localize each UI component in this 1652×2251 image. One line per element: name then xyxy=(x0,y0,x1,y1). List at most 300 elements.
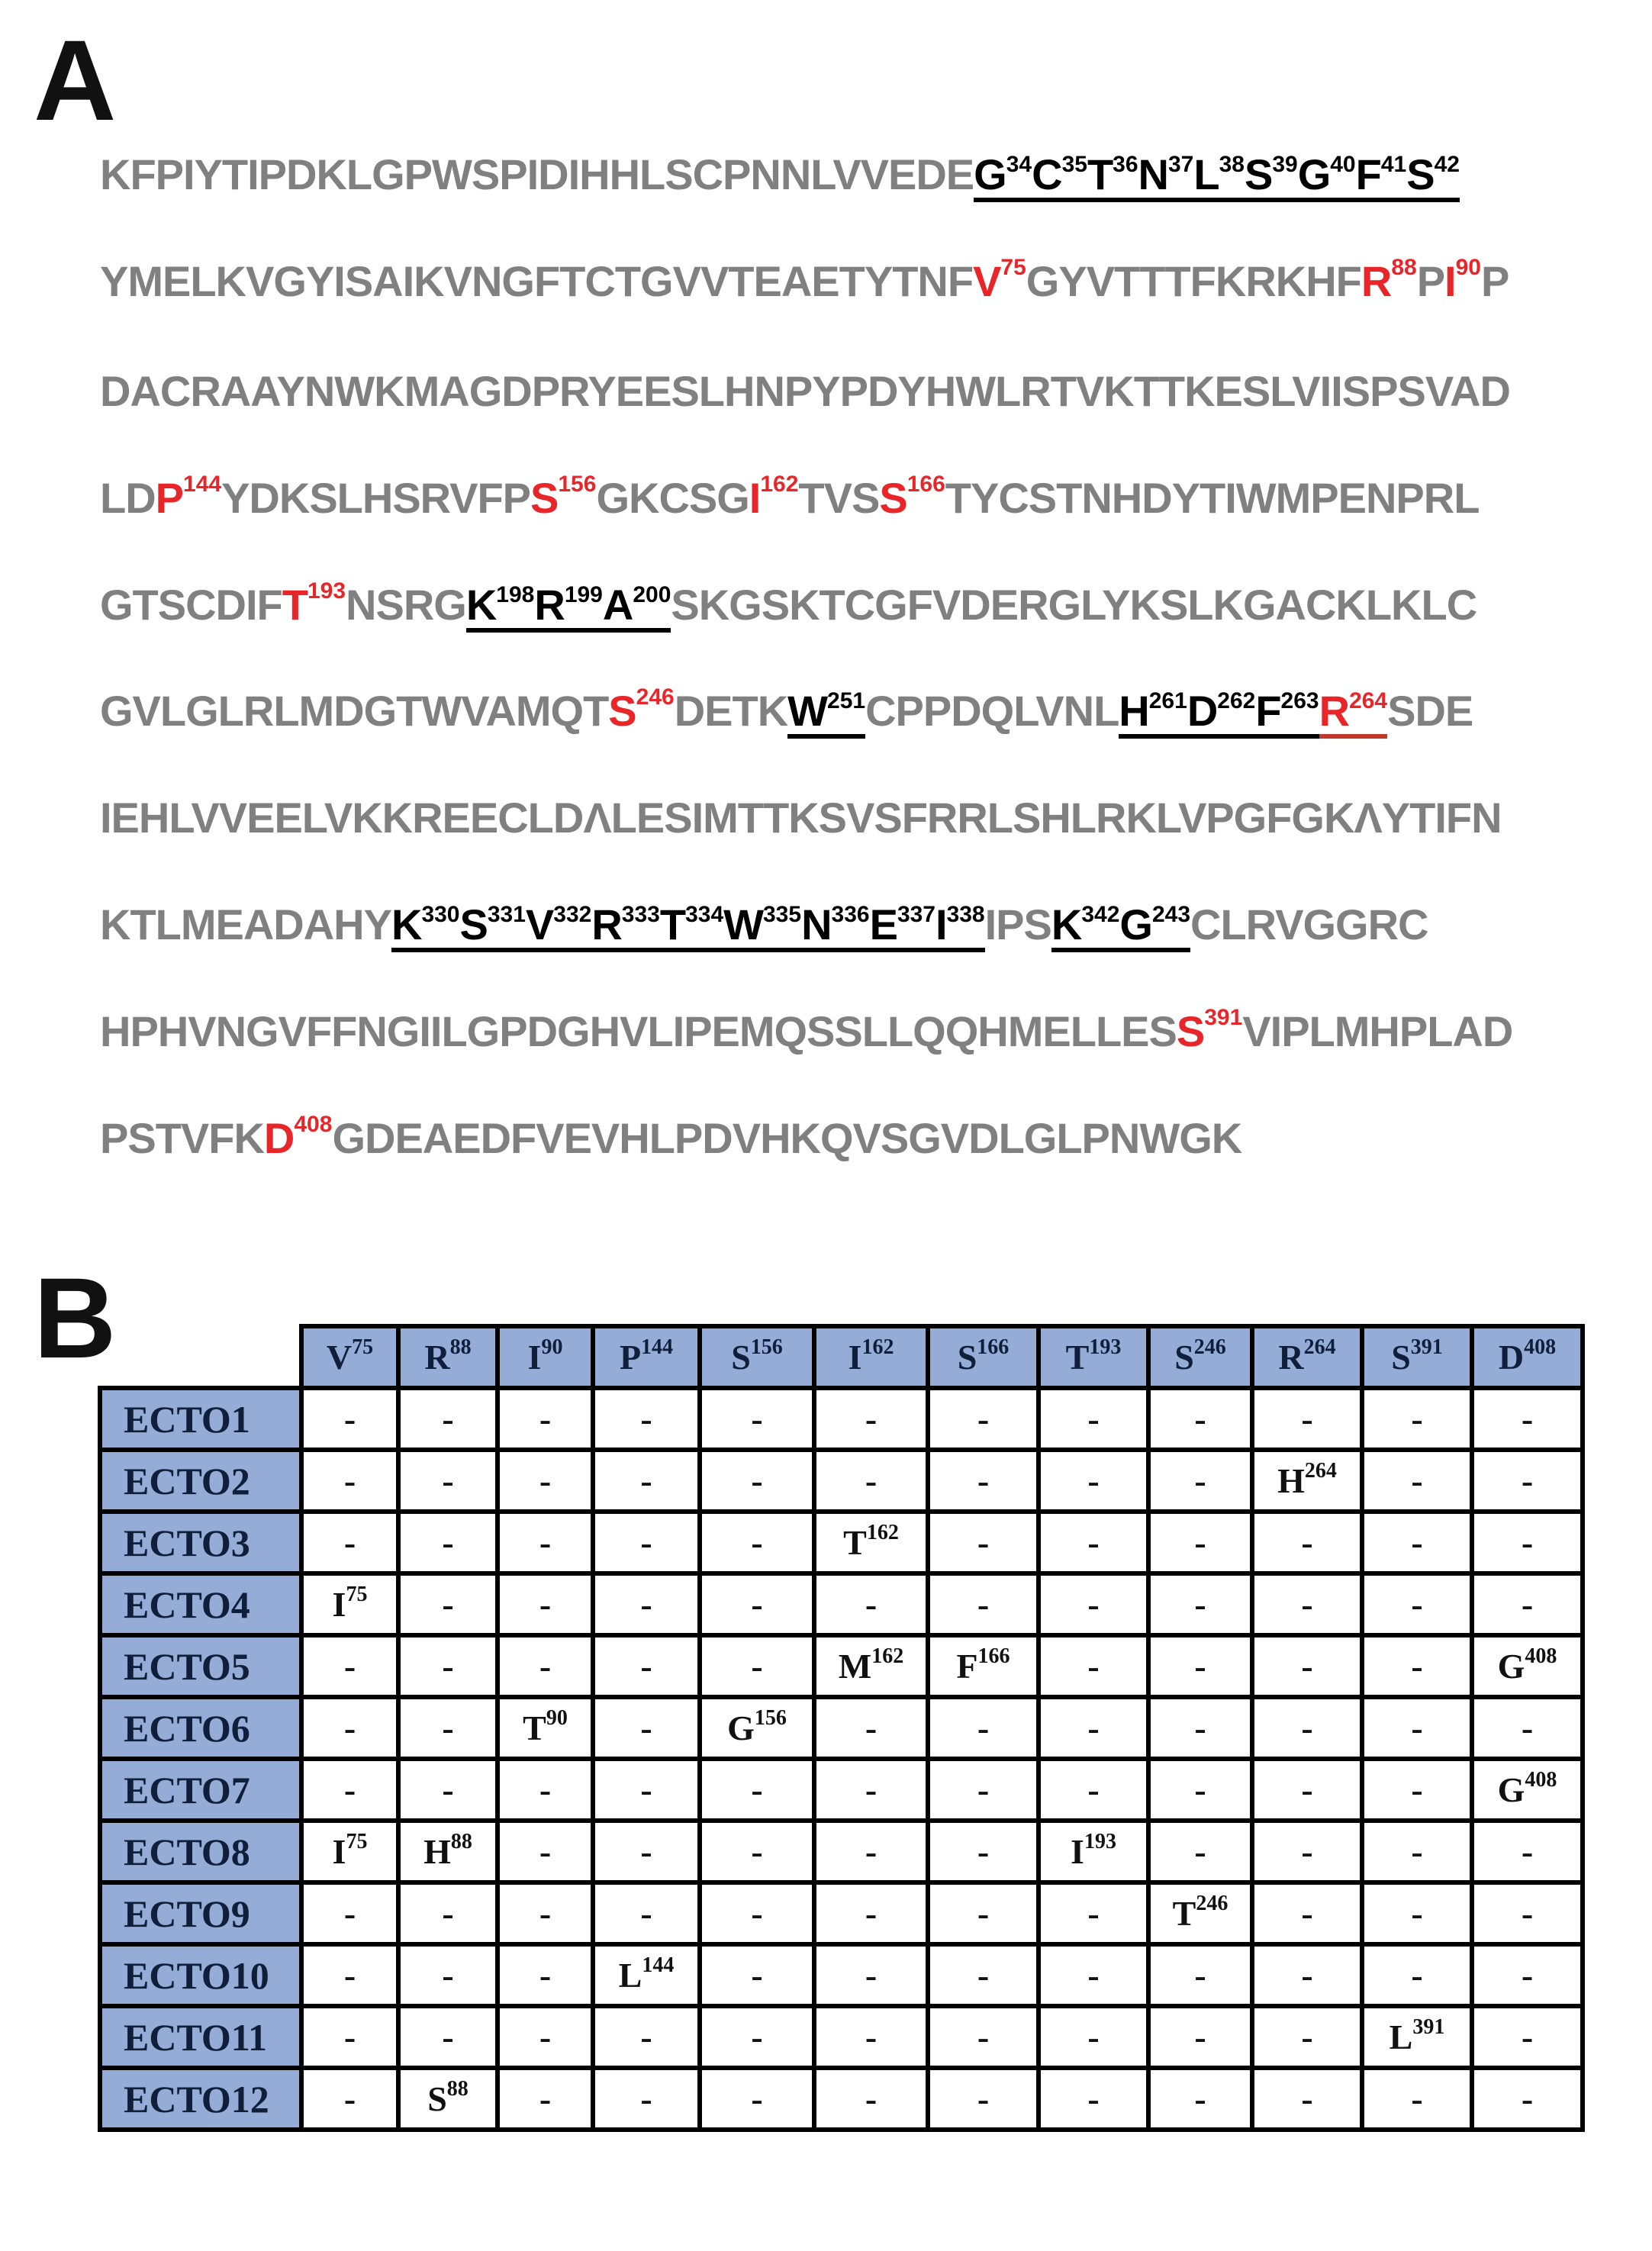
residue-letters: A xyxy=(602,581,633,629)
column-header xyxy=(1362,1326,1472,1388)
residue-position: 75 xyxy=(352,1335,374,1359)
empty-cell: - xyxy=(814,1882,928,1944)
residue-position: 144 xyxy=(183,472,222,497)
sequence-segment xyxy=(1190,898,1428,952)
amino-acid: M xyxy=(838,1647,872,1686)
table-row xyxy=(100,1388,1583,1450)
empty-cell: - xyxy=(1148,1573,1252,1635)
residue-letters: D xyxy=(263,1114,295,1162)
mutation-residue xyxy=(1361,255,1417,308)
residue-position: 391 xyxy=(1412,2015,1445,2039)
mutation-cell xyxy=(498,1697,593,1759)
empty-cell: - xyxy=(1362,1882,1472,1944)
empty-cell: - xyxy=(1252,1944,1362,2006)
binding-residue xyxy=(801,902,870,952)
residue-position: 243 xyxy=(1151,902,1191,927)
mutation-residue xyxy=(1444,255,1481,308)
empty-cell: - xyxy=(700,1388,814,1450)
sequence-line xyxy=(100,365,1510,418)
residue-letters: V xyxy=(973,257,1001,305)
row-header: ECTO5 xyxy=(100,1635,301,1697)
residue-letters: F xyxy=(1255,687,1281,735)
empty-cell: - xyxy=(301,1697,398,1759)
sequence-segment xyxy=(100,472,156,525)
empty-cell: - xyxy=(593,1450,700,1512)
mutation-cell xyxy=(1252,1450,1362,1512)
empty-cell: - xyxy=(700,1512,814,1573)
binding-residue xyxy=(466,582,535,633)
empty-cell: - xyxy=(301,1759,398,1821)
mutation-cell xyxy=(700,1697,814,1759)
residue-position: 337 xyxy=(897,902,935,927)
table-row xyxy=(100,2068,1583,2130)
empty-cell: - xyxy=(700,1635,814,1697)
row-header: ECTO12 xyxy=(100,2068,301,2130)
sequence-segment xyxy=(100,791,1502,845)
residue-letters: T xyxy=(1087,150,1113,198)
table-row xyxy=(100,1512,1583,1573)
empty-cell: - xyxy=(1472,1821,1583,1882)
column-header xyxy=(700,1326,814,1388)
panel-label-a: A xyxy=(34,16,117,144)
residue-letters: R xyxy=(591,900,622,948)
empty-cell: - xyxy=(498,1944,593,2006)
residue-position: 35 xyxy=(1061,152,1087,177)
empty-cell: - xyxy=(928,2068,1039,2130)
empty-cell: - xyxy=(928,1573,1039,1635)
amino-acid: D xyxy=(1498,1338,1525,1377)
empty-cell: - xyxy=(1039,2068,1148,2130)
binding-residue xyxy=(1406,152,1460,202)
residue-position: 251 xyxy=(827,688,866,713)
residue-letters: GKCSG xyxy=(596,474,749,522)
empty-cell: - xyxy=(593,1821,700,1882)
empty-cell: - xyxy=(1148,1388,1252,1450)
empty-cell: - xyxy=(814,1821,928,1882)
sequence-segment xyxy=(1026,255,1361,308)
residue-letters: W xyxy=(787,687,828,735)
empty-cell: - xyxy=(1039,1944,1148,2006)
residue-position: 264 xyxy=(1349,688,1388,713)
empty-cell: - xyxy=(593,1573,700,1635)
residue-letters: GVLGLRLMDGTWVAMQT xyxy=(100,687,609,735)
amino-acid: S xyxy=(1391,1338,1411,1377)
column-header xyxy=(498,1326,593,1388)
mutation-residue xyxy=(1319,688,1388,739)
column-header xyxy=(814,1326,928,1388)
empty-cell: - xyxy=(593,1512,700,1573)
residue-letters: YMELKVGYISAIKVNGFTCTGVVTEAETYTNF xyxy=(100,257,974,305)
binding-residue xyxy=(1255,688,1319,739)
sequence-segment xyxy=(1387,684,1473,738)
mutation-cell xyxy=(301,1573,398,1635)
empty-cell: - xyxy=(1252,1388,1362,1450)
sequence-line xyxy=(100,1005,1512,1058)
residue-position: 263 xyxy=(1280,688,1319,713)
empty-cell: - xyxy=(1252,1512,1362,1573)
binding-residue xyxy=(660,902,723,952)
empty-cell: - xyxy=(1148,1821,1252,1882)
residue-position: 39 xyxy=(1272,152,1298,177)
empty-cell: - xyxy=(1148,1944,1252,2006)
binding-residue xyxy=(1298,152,1356,202)
column-header xyxy=(928,1326,1039,1388)
empty-cell: - xyxy=(1148,1512,1252,1573)
residue-letters: T xyxy=(659,900,686,948)
sequence-segment xyxy=(100,1005,1177,1058)
mutation-cell xyxy=(1472,1635,1583,1697)
residue-position: 162 xyxy=(861,1335,894,1359)
empty-cell: - xyxy=(814,1388,928,1450)
residue-position: 166 xyxy=(977,1644,1010,1668)
residue-letters: N xyxy=(801,900,832,948)
residue-letters: S xyxy=(530,474,559,522)
mutation-residue xyxy=(973,255,1026,308)
residue-letters: R xyxy=(1319,687,1350,735)
empty-cell: - xyxy=(1252,1635,1362,1697)
empty-cell: - xyxy=(398,1635,498,1697)
amino-acid: G xyxy=(727,1708,755,1747)
residue-position: 75 xyxy=(346,1583,368,1606)
column-header xyxy=(593,1326,700,1388)
residue-position: 332 xyxy=(553,902,592,927)
amino-acid: R xyxy=(424,1338,450,1377)
empty-cell: - xyxy=(398,1944,498,2006)
residue-position: 88 xyxy=(450,1830,472,1853)
empty-cell: - xyxy=(398,1697,498,1759)
empty-cell: - xyxy=(1039,1450,1148,1512)
sequence-line xyxy=(100,578,1476,632)
empty-cell: - xyxy=(1472,2068,1583,2130)
empty-cell: - xyxy=(928,1388,1039,1450)
residue-letters: PSTVFK xyxy=(100,1114,264,1162)
residue-letters: S xyxy=(459,900,488,948)
empty-cell: - xyxy=(1148,2068,1252,2130)
empty-cell: - xyxy=(301,1882,398,1944)
sequence-segment xyxy=(100,148,974,201)
empty-cell: - xyxy=(1362,1635,1472,1697)
residue-position: 156 xyxy=(558,472,597,497)
residue-position: 334 xyxy=(685,902,724,927)
binding-residue xyxy=(460,902,526,952)
residue-letters: N xyxy=(1138,150,1168,198)
residue-position: 338 xyxy=(946,902,985,927)
residue-letters: G xyxy=(974,150,1006,198)
residue-position: 246 xyxy=(636,684,675,710)
residue-position: 335 xyxy=(763,902,802,927)
binding-residue xyxy=(391,902,460,952)
residue-position: 88 xyxy=(449,1335,472,1359)
residue-letters: P xyxy=(1416,257,1445,305)
amino-acid: F xyxy=(956,1647,978,1686)
binding-residue xyxy=(1187,688,1256,739)
empty-cell: - xyxy=(398,1882,498,1944)
residue-position: 37 xyxy=(1167,152,1194,177)
residue-letters: R xyxy=(1361,257,1392,305)
row-header: ECTO2 xyxy=(100,1450,301,1512)
empty-cell: - xyxy=(1252,1573,1362,1635)
mutation-residue xyxy=(1177,1005,1242,1058)
empty-cell: - xyxy=(593,1697,700,1759)
mutation-cell xyxy=(814,1512,928,1573)
sequence-segment xyxy=(346,578,466,632)
table-row xyxy=(100,2006,1583,2068)
sequence-segment xyxy=(332,1112,1241,1165)
empty-cell: - xyxy=(928,1821,1039,1882)
empty-cell: - xyxy=(1039,1697,1148,1759)
amino-acid: T xyxy=(1172,1894,1196,1933)
amino-acid: G xyxy=(1497,1770,1525,1809)
empty-cell: - xyxy=(1148,1697,1252,1759)
residue-letters: K xyxy=(391,900,422,948)
row-header: ECTO8 xyxy=(100,1821,301,1882)
mutation-cell xyxy=(398,1821,498,1882)
residue-letters: TVS xyxy=(798,474,880,522)
empty-cell: - xyxy=(700,1450,814,1512)
empty-cell: - xyxy=(1472,1944,1583,2006)
empty-cell: - xyxy=(928,1882,1039,1944)
residue-position: 75 xyxy=(346,1830,368,1853)
residue-position: 193 xyxy=(1084,1830,1116,1853)
binding-residue xyxy=(1356,152,1407,202)
mutation-residue xyxy=(530,472,596,525)
sequence-segment xyxy=(671,578,1476,632)
empty-cell: - xyxy=(1472,2006,1583,2068)
residue-position: 40 xyxy=(1330,152,1356,177)
empty-cell: - xyxy=(1472,1450,1583,1512)
sequence-line xyxy=(100,898,1428,952)
sequence-segment xyxy=(798,472,879,525)
residue-position: 75 xyxy=(1000,255,1026,280)
residue-letters: S xyxy=(1176,1007,1205,1055)
amino-acid: S xyxy=(427,2079,447,2118)
empty-cell: - xyxy=(301,2006,398,2068)
empty-cell: - xyxy=(928,1944,1039,2006)
residue-position: 90 xyxy=(1455,255,1481,280)
mutation-residue xyxy=(749,472,799,525)
empty-cell: - xyxy=(593,2068,700,2130)
empty-cell: - xyxy=(498,1573,593,1635)
row-header: ECTO7 xyxy=(100,1759,301,1821)
amino-acid: R xyxy=(1278,1338,1304,1377)
residue-position: 34 xyxy=(1006,152,1032,177)
empty-cell: - xyxy=(498,1821,593,1882)
amino-acid: I xyxy=(527,1338,542,1377)
amino-acid: S xyxy=(1174,1338,1194,1377)
empty-cell: - xyxy=(1039,2006,1148,2068)
amino-acid: H xyxy=(1277,1461,1305,1500)
residue-letters: K xyxy=(1051,900,1082,948)
empty-cell: - xyxy=(1472,1697,1583,1759)
empty-cell: - xyxy=(1362,1450,1472,1512)
residue-letters: R xyxy=(534,581,565,629)
row-header: ECTO6 xyxy=(100,1697,301,1759)
residue-letters: VIPLMHPLAD xyxy=(1242,1007,1513,1055)
empty-cell: - xyxy=(700,1821,814,1882)
sequence-segment xyxy=(985,898,1051,952)
mutation-cell xyxy=(1472,1759,1583,1821)
empty-cell: - xyxy=(814,1450,928,1512)
mutation-cell xyxy=(1039,1821,1148,1882)
residue-letters: TYCSTNHDYTIWMPENPRL xyxy=(945,474,1480,522)
residue-letters: KTLMEADAHY xyxy=(100,900,391,948)
residue-letters: HPHVNGVFFNGIILGPDGHVLIPEMQSSLLQQHMELLES xyxy=(100,1007,1177,1055)
empty-cell: - xyxy=(1362,1573,1472,1635)
sequence-segment xyxy=(100,255,973,308)
row-header: ECTO3 xyxy=(100,1512,301,1573)
empty-cell: - xyxy=(498,1512,593,1573)
residue-letters: KFPIYTIPDKLGPWSPIDIHHLSCPNNLVVEDE xyxy=(100,150,974,198)
empty-cell: - xyxy=(498,2006,593,2068)
empty-cell: - xyxy=(1148,1759,1252,1821)
sequence-segment xyxy=(100,1112,264,1165)
empty-cell: - xyxy=(928,1759,1039,1821)
empty-cell: - xyxy=(1148,1635,1252,1697)
residue-position: 42 xyxy=(1434,152,1460,177)
empty-cell: - xyxy=(1362,1759,1472,1821)
residue-position: 261 xyxy=(1148,688,1187,713)
amino-acid: T xyxy=(1065,1338,1090,1377)
sequence-segment xyxy=(100,365,1510,418)
residue-position: 88 xyxy=(1391,255,1417,280)
residue-letters: W xyxy=(723,900,763,948)
amino-acid: S xyxy=(957,1338,977,1377)
residue-position: 199 xyxy=(564,582,603,607)
residue-position: 330 xyxy=(421,902,460,927)
empty-cell: - xyxy=(398,1450,498,1512)
amino-acid: S xyxy=(731,1338,751,1377)
sequence-segment xyxy=(100,578,282,632)
residue-letters: IPS xyxy=(984,900,1051,948)
residue-position: 144 xyxy=(641,1335,674,1359)
empty-cell: - xyxy=(593,1882,700,1944)
table-row xyxy=(100,1450,1583,1512)
residue-position: 198 xyxy=(496,582,535,607)
panel-label-b: B xyxy=(34,1254,117,1382)
residue-position: 246 xyxy=(1193,1335,1226,1359)
sequence-segment xyxy=(1242,1005,1512,1058)
empty-cell: - xyxy=(700,1573,814,1635)
residue-position: 262 xyxy=(1217,688,1256,713)
sequence-line xyxy=(100,148,1460,201)
empty-cell: - xyxy=(593,1759,700,1821)
binding-residue xyxy=(1193,152,1245,202)
residue-letters: DACRAAYNWKMAGDPRYEESLHNPYPDYHWLRTVKTTKESLVIISPSVAD xyxy=(100,367,1510,415)
residue-position: 331 xyxy=(487,902,526,927)
mutation-table xyxy=(98,1324,1585,2132)
sequence-segment xyxy=(865,684,1119,738)
sequence-segment xyxy=(1417,255,1444,308)
amino-acid: I xyxy=(332,1832,346,1871)
empty-cell: - xyxy=(398,2006,498,2068)
residue-letters: G xyxy=(1119,900,1152,948)
empty-cell: - xyxy=(1362,2068,1472,2130)
residue-position: 162 xyxy=(760,472,799,497)
row-header: ECTO11 xyxy=(100,2006,301,2068)
empty-cell: - xyxy=(1362,1697,1472,1759)
empty-cell: - xyxy=(398,1759,498,1821)
binding-residue xyxy=(526,902,591,952)
sequence-line xyxy=(100,1112,1241,1165)
table-row xyxy=(100,1697,1583,1759)
amino-acid: L xyxy=(618,1956,642,1995)
binding-residue xyxy=(1245,152,1298,202)
empty-cell: - xyxy=(1252,1697,1362,1759)
residue-position: 408 xyxy=(1525,1768,1557,1792)
table-row xyxy=(100,1944,1583,2006)
amino-acid: L xyxy=(1389,2018,1413,2056)
mutation-cell xyxy=(398,2068,498,2130)
residue-letters: D xyxy=(1187,687,1218,735)
amino-acid: V xyxy=(326,1338,353,1377)
empty-cell: - xyxy=(1472,1882,1583,1944)
empty-cell: - xyxy=(593,1635,700,1697)
table-corner xyxy=(100,1326,301,1388)
sequence-segment xyxy=(596,472,749,525)
residue-letters: S xyxy=(879,474,907,522)
sequence-line xyxy=(100,255,1509,308)
empty-cell: - xyxy=(498,1388,593,1450)
binding-residue xyxy=(1051,902,1120,952)
empty-cell: - xyxy=(928,1450,1039,1512)
residue-position: 90 xyxy=(541,1335,563,1359)
empty-cell: - xyxy=(1148,1450,1252,1512)
mutation-residue xyxy=(156,472,221,525)
amino-acid: G xyxy=(1497,1647,1525,1686)
residue-letters: E xyxy=(869,900,897,948)
empty-cell: - xyxy=(928,2006,1039,2068)
empty-cell: - xyxy=(814,1573,928,1635)
empty-cell: - xyxy=(593,1388,700,1450)
residue-position: 166 xyxy=(907,472,945,497)
empty-cell: - xyxy=(498,2068,593,2130)
residue-position: 264 xyxy=(1303,1335,1336,1359)
mutation-residue xyxy=(282,578,346,632)
binding-residue xyxy=(723,902,801,952)
empty-cell: - xyxy=(700,1882,814,1944)
row-header: ECTO1 xyxy=(100,1388,301,1450)
binding-residue xyxy=(1119,902,1190,952)
residue-position: 162 xyxy=(871,1644,904,1668)
residue-position: 408 xyxy=(1525,1644,1557,1668)
column-header xyxy=(301,1326,398,1388)
empty-cell: - xyxy=(814,1944,928,2006)
empty-cell: - xyxy=(1039,1635,1148,1697)
empty-cell: - xyxy=(814,1759,928,1821)
residue-position: 391 xyxy=(1204,1005,1243,1030)
residue-letters: LD xyxy=(100,474,156,522)
sequence-segment xyxy=(100,898,391,952)
residue-position: 246 xyxy=(1196,1892,1229,1915)
residue-position: 336 xyxy=(831,902,870,927)
residue-letters: I xyxy=(1444,257,1456,305)
empty-cell: - xyxy=(928,1512,1039,1573)
residue-position: 200 xyxy=(633,582,671,607)
mutation-cell xyxy=(1148,1882,1252,1944)
mutation-residue xyxy=(608,684,674,738)
binding-residue xyxy=(935,902,985,952)
mutation-residue xyxy=(879,472,945,525)
empty-cell: - xyxy=(1362,1512,1472,1573)
empty-cell: - xyxy=(498,1759,593,1821)
binding-residue xyxy=(1138,152,1194,202)
empty-cell: - xyxy=(1039,1512,1148,1573)
residue-letters: S xyxy=(1406,150,1435,198)
empty-cell: - xyxy=(1472,1388,1583,1450)
empty-cell: - xyxy=(398,1573,498,1635)
empty-cell: - xyxy=(1362,1388,1472,1450)
column-header xyxy=(398,1326,498,1388)
